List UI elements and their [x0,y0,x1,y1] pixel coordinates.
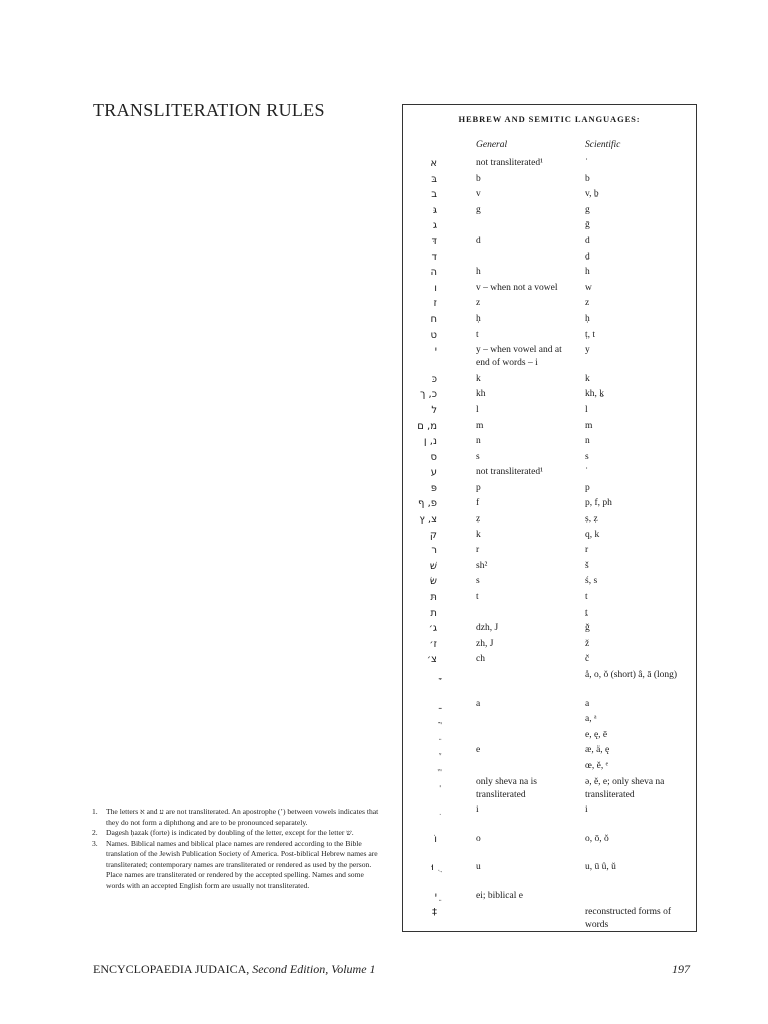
general-transliteration: v – when not a vowel [476,282,558,293]
hebrew-letter [409,729,437,742]
hebrew-letter: צ, ץ [419,514,437,526]
general-transliteration: p [476,482,481,493]
hebrew-letter: דּ [431,235,437,247]
general-transliteration: h [476,267,481,278]
edition-label: Second Edition, Volume 1 [252,962,376,976]
hebrew-letter: ח [430,313,437,325]
scientific-transliteration: u, ū û, ŭ [585,862,616,873]
table-row [403,713,696,729]
table-row [403,466,696,482]
footnote [92,839,382,892]
scientific-transliteration: ʾ [585,158,589,168]
hebrew-letter: א [430,158,437,169]
column-header-general: General [476,140,508,150]
scientific-transliteration: l [585,404,588,415]
footnote-number: 3. [92,838,98,848]
hebrew-letter: ‡ [432,906,437,918]
general-transliteration: f [476,498,480,509]
hebrew-letter: כּ [431,373,437,385]
hebrew-letter: ה [430,267,437,279]
table-row [403,235,696,251]
scientific-transliteration: n [585,436,590,447]
footnote-text: Names. Biblical names and biblical place names are rendered according to the Bible translation of the Jewish Publication Society of America. Post-biblical Hebrew names are transliterated; contemporary names are transliterated or rendered as used by the person. Place names are transliterated or rendered by the accepted spelling. Names and some words with an accepted English form are usually not transliterated. [106,838,378,890]
scientific-transliteration: p [585,482,590,493]
scientific-transliteration: œ, ĕ, ᵉ [585,760,609,771]
transliteration-rows [403,157,696,934]
table-row [403,804,696,833]
scientific-transliteration: ǧ [585,623,590,634]
general-transliteration: n [476,436,481,447]
general-transliteration: s [476,576,480,587]
scientific-transliteration: ṯ [585,607,588,618]
scientific-transliteration: q, k [585,529,600,540]
hebrew-letter: ט [430,329,437,341]
table-row [403,435,696,451]
hebrew-letter: צ׳ [426,654,437,666]
page-title: TRANSLITERATION RULES [93,100,325,120]
hebrew-letter: ז׳ [429,638,437,650]
general-transliteration: k [476,373,481,384]
hebrew-letter [409,744,437,757]
table-row [403,729,696,745]
scientific-transliteration: ṭ, t [585,329,596,340]
table-row [403,653,696,669]
hebrew-letter [409,669,437,682]
transliteration-table-box [402,104,697,932]
table-row [403,451,696,467]
footnotes [92,807,382,891]
table-row [403,344,696,373]
hebrew-letter: ק [429,529,437,541]
hebrew-letter: ת [430,607,437,619]
table-row [403,157,696,173]
scientific-transliteration: h [585,267,590,278]
general-transliteration: ẓ [476,514,481,525]
hebrew-letter [409,698,437,711]
table-row [403,219,696,235]
general-transliteration: kh [476,389,486,400]
scientific-transliteration: z [585,298,590,309]
hebrew-letter: בּ [431,173,437,185]
scientific-transliteration: ḏ [585,251,590,262]
table-row [403,173,696,189]
general-transliteration: e [476,745,481,756]
general-transliteration: zh, J [476,638,494,649]
general-transliteration: ḥ [476,313,481,324]
footnote-text: The letters א and ע are not transliterated. An apostrophe (’) between vowels indicates that they do not form a diphthong and are to be pronounced separately. [106,807,379,827]
general-transliteration: y – when vowel and at end of words – i [476,345,562,369]
general-transliteration: s [476,451,480,462]
table-row [403,313,696,329]
table-row [403,251,696,267]
page-number: 197 [672,962,690,976]
general-transliteration: u [476,862,481,873]
column-header-scientific: Scientific [585,140,621,150]
scientific-transliteration: v, ḇ [585,189,599,200]
scientific-transliteration: g [585,204,590,215]
general-transliteration: b [476,173,481,184]
hebrew-letter: ד [431,251,437,263]
hebrew-letter: ֵי [434,890,437,902]
footnote-number: 1. [92,807,98,816]
hebrew-letter: ג [432,220,437,232]
scientific-transliteration: r [585,545,589,556]
hebrew-letter: ב [431,189,437,201]
publication-title: ENCYCLOPAEDIA JUDAICA, [93,962,250,976]
general-transliteration: ch [476,654,485,665]
scientific-transliteration: æ, ä, ę [585,745,610,756]
scientific-transliteration: ə, ĕ, e; only sheva na transliterated [585,776,665,800]
table-row [403,282,696,298]
general-transliteration: o [476,833,481,844]
general-transliteration: g [476,204,481,215]
general-transliteration: t [476,329,479,340]
table-row [403,560,696,576]
general-transliteration: r [476,545,480,556]
scientific-transliteration: kh, ḵ [585,389,604,400]
hebrew-letter: ר [431,545,437,557]
footnote [92,828,382,839]
scientific-transliteration: s [585,451,589,462]
general-transliteration: k [476,529,481,540]
table-row [403,776,696,805]
table-row [403,482,696,498]
hebrew-letter: שׂ [429,576,437,588]
table-row [403,698,696,714]
hebrew-letter: פ, ף [418,498,437,510]
hebrew-letter: ֻ וּ [431,862,437,874]
table-row [403,575,696,591]
scientific-transliteration: w [585,282,592,293]
scientific-transliteration: å, o, ŏ (short) â, ā (long) [585,670,678,680]
hebrew-letter: תּ [430,592,437,604]
table-row [403,890,696,906]
general-transliteration: only sheva na is transliterated [476,776,537,800]
general-transliteration: t [476,592,479,603]
table-row [403,861,696,890]
scientific-transliteration: ś, s [585,576,598,587]
hebrew-letter: שׁ [429,560,437,572]
scientific-transliteration: e, ę, ē [585,729,608,740]
scientific-transliteration: ḡ [585,220,590,231]
scientific-transliteration: i [585,805,588,816]
table-row [403,669,696,698]
table-row [403,591,696,607]
general-transliteration: l [476,404,479,415]
hebrew-letter: י [434,345,437,357]
scientific-transliteration: d [585,235,590,246]
hebrew-letter [409,760,437,773]
general-transliteration: sh² [476,560,488,571]
footnote [92,807,382,828]
general-transliteration: i [476,805,479,816]
general-transliteration: z [476,298,481,309]
table-row [403,760,696,776]
running-footer [93,962,376,977]
table-row [403,297,696,313]
table-row [403,404,696,420]
general-transliteration: d [476,235,481,246]
hebrew-letter: ע [430,467,437,479]
hebrew-letter: גּ [432,204,437,216]
scientific-transliteration: ž [585,638,590,649]
scientific-transliteration: p, f, ph [585,498,612,509]
table-row [403,607,696,623]
hebrew-letter: פּ [430,482,437,494]
table-row [403,204,696,220]
scientific-transliteration: a, ᵃ [585,714,597,725]
footnote-number: 2. [92,828,98,837]
general-transliteration: not transliterated¹ [476,158,543,168]
scientific-transliteration: k [585,373,590,384]
scientific-transliteration: b [585,173,590,184]
table-row [403,266,696,282]
table-row [403,638,696,654]
table-row [403,388,696,404]
general-transliteration: ei; biblical e [476,890,523,901]
general-transliteration: dzh, J [476,623,499,634]
general-transliteration: not transliterated¹ [476,467,543,478]
general-transliteration: a [476,698,481,709]
hebrew-letter: ג׳ [428,623,437,635]
footnote-text: Dagesh ḥazak (forte) is indicated by doubling of the letter, except for the letter ש. [106,828,354,837]
table-row [403,906,696,935]
scientific-transliteration: reconstructed forms of words [585,906,671,930]
hebrew-letter: מ, ם [417,420,437,432]
general-transliteration: v [476,189,481,200]
table-row [403,329,696,345]
hebrew-letter: ס [430,451,437,463]
table-row [403,513,696,529]
table-row [403,744,696,760]
scientific-transliteration: ʿ [585,467,589,478]
scientific-transliteration: a [585,698,590,709]
scientific-transliteration: y [585,345,590,356]
hebrew-letter [409,713,437,726]
hebrew-letter: וֹ [434,833,437,845]
scientific-transliteration: m [585,420,593,431]
hebrew-letter: ל [431,404,437,416]
table-row [403,420,696,436]
table-row [403,373,696,389]
scientific-transliteration: ḥ [585,313,590,324]
table-row [403,188,696,204]
hebrew-letter [409,776,437,789]
table-row [403,544,696,560]
table-row [403,529,696,545]
table-row [403,497,696,513]
scientific-transliteration: š [585,560,589,571]
hebrew-letter: ז [433,298,437,310]
hebrew-letter [409,804,437,817]
general-transliteration: m [476,420,484,431]
hebrew-letter: כ, ך [419,389,437,401]
scientific-transliteration: o, ō, ŏ [585,833,609,844]
hebrew-letter: נ, ן [423,436,437,448]
scientific-transliteration: ṣ, ẓ [585,514,598,525]
scientific-transliteration: t [585,592,588,603]
table-row [403,622,696,638]
scientific-transliteration: č [585,654,590,665]
table-row [403,833,696,862]
table-heading: HEBREW AND SEMITIC LANGUAGES: [458,114,641,124]
hebrew-letter: ו [434,282,437,294]
